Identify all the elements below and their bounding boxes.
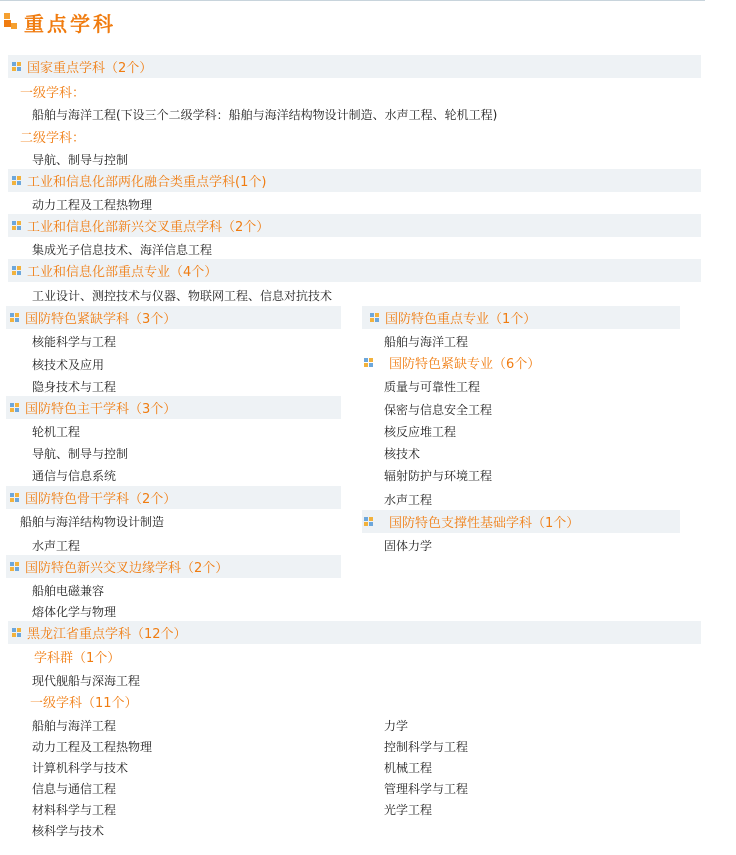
list-item: 动力工程及工程热物理 [32, 740, 153, 754]
list-item: 熔体化学与物理 [32, 605, 117, 619]
section-miit-major [8, 259, 701, 282]
list-item: 质量与可靠性工程 [384, 380, 481, 394]
section-defense-emerging [6, 555, 341, 578]
section-bullet-icon [10, 313, 19, 322]
section-title: 工业和信息化部新兴交叉重点学科（2个） [27, 220, 270, 235]
section-title: 国防特色骨干学科（2个） [25, 492, 177, 507]
section-defense-scarce-discipline [6, 306, 341, 329]
section-title: 工业和信息化部重点专业（4个） [27, 265, 218, 280]
list-item: 集成光子信息技术、海洋信息工程 [32, 243, 213, 257]
list-item: 控制科学与工程 [384, 740, 469, 754]
list-item: 光学工程 [384, 803, 433, 817]
section-bullet-icon [12, 62, 21, 71]
section-heilongjiang [8, 621, 701, 644]
section-title: 国防特色重点专业（1个） [385, 312, 537, 327]
section-bullet-icon [10, 493, 19, 502]
section-bullet-icon [12, 221, 21, 230]
section-bullet-icon [370, 313, 379, 322]
list-item: 船舶电磁兼容 [32, 584, 105, 598]
list-item: 现代舰船与深海工程 [32, 674, 141, 688]
list-item: 轮机工程 [32, 425, 81, 439]
list-item: 工业设计、测控技术与仪器、物联网工程、信息对抗技术 [32, 289, 333, 303]
section-defense-main-discipline [6, 396, 341, 419]
list-item: 保密与信息安全工程 [384, 403, 493, 417]
list-item: 导航、制导与控制 [32, 153, 129, 167]
sub-level2: 二级学科： [20, 131, 86, 146]
section-miit-integration [8, 169, 701, 192]
section-national-key [8, 55, 701, 78]
section-defense-scarce-major [362, 351, 680, 374]
section-title: 国防特色主干学科（3个） [25, 402, 177, 417]
section-defense-key-major [362, 306, 680, 329]
title-bullet-icon [4, 13, 18, 31]
section-defense-backbone [6, 486, 341, 509]
list-item: 信息与通信工程 [32, 782, 117, 796]
section-title: 国家重点学科（2个） [27, 61, 153, 76]
section-bullet-icon [12, 628, 21, 637]
list-item: 固体力学 [384, 539, 433, 553]
list-item: 船舶与海洋工程 [32, 719, 117, 733]
list-item: 核技术 [384, 447, 421, 461]
top-divider [0, 0, 705, 1]
list-item: 动力工程及工程热物理 [32, 198, 153, 212]
list-item: 通信与信息系统 [32, 469, 117, 483]
section-bullet-icon [364, 358, 373, 367]
list-item: 水声工程 [32, 539, 81, 553]
list-item: 核反应堆工程 [384, 425, 457, 439]
list-item: 水声工程 [384, 493, 433, 507]
list-item: 辐射防护与环境工程 [384, 469, 493, 483]
section-miit-emerging [8, 214, 701, 237]
page-title: 重点学科 [24, 11, 116, 36]
section-title: 国防特色紧缺学科（3个） [25, 312, 177, 327]
page-header [4, 8, 116, 36]
sub-level1-hlj: 一级学科（11个） [30, 696, 138, 711]
section-bullet-icon [12, 266, 21, 275]
list-item: 材料科学与工程 [32, 803, 117, 817]
list-item: 核技术及应用 [32, 358, 105, 372]
list-item: 隐身技术与工程 [32, 380, 117, 394]
list-item: 船舶与海洋工程(下设三个二级学科：船舶与海洋结构物设计制造、水声工程、轮机工程) [32, 108, 498, 122]
sub-level1: 一级学科： [20, 86, 86, 101]
list-item: 船舶与海洋工程 [384, 335, 469, 349]
section-bullet-icon [364, 517, 373, 526]
section-title: 国防特色新兴交叉边缘学科（2个） [25, 561, 229, 576]
list-item: 导航、制导与控制 [32, 447, 129, 461]
section-title: 工业和信息化部两化融合类重点学科(1个) [27, 175, 267, 190]
list-item: 力学 [384, 719, 409, 733]
section-defense-support [362, 510, 680, 533]
list-item: 船舶与海洋结构物设计制造 [20, 515, 165, 529]
section-title: 黑龙江省重点学科（12个） [27, 627, 187, 642]
list-item: 管理科学与工程 [384, 782, 469, 796]
sub-discipline-group: 学科群（1个） [34, 651, 121, 666]
list-item: 机械工程 [384, 761, 433, 775]
section-bullet-icon [10, 562, 19, 571]
section-bullet-icon [12, 176, 21, 185]
list-item: 核能科学与工程 [32, 335, 117, 349]
section-title: 国防特色支撑性基础学科（1个） [389, 516, 580, 531]
section-title: 国防特色紧缺专业（6个） [389, 357, 541, 372]
list-item: 计算机科学与技术 [32, 761, 129, 775]
section-bullet-icon [10, 403, 19, 412]
list-item: 核科学与技术 [32, 824, 105, 838]
